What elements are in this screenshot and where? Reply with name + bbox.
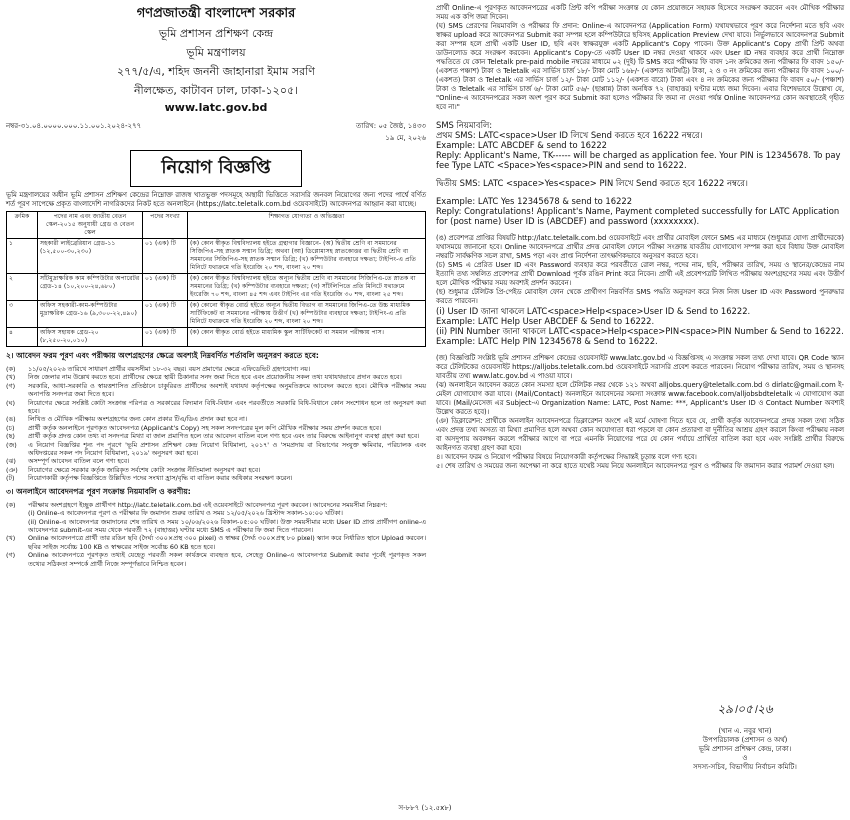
cell-serial: ১ <box>7 239 38 274</box>
signatory-and: ও <box>742 754 748 762</box>
list-item <box>6 382 426 399</box>
item-marker: (জ) <box>6 440 17 449</box>
footer <box>6 802 844 814</box>
cell-qualification: (ক) কোনো স্বীকৃত বোর্ড হইতে অন্যূন দ্বিতীয় বিভাগ বা সমমানের জিপিএ-তে উচ্চ মাধ্যমিক সার্টিফিকেট বা সমমানের পরীক্ষায় উত্তীর্ণ (খ) কম্পিউটার ব্যবহারে দক্ষতা; টাইপিং-এ প্রতি মিনিটে যথাক্রমে গতি ইংরেজি ২০ শব্দ, বাংলা ২০ শব্দ। <box>188 301 426 328</box>
list-item <box>6 534 426 551</box>
item-marker: (ঘ) <box>6 398 15 407</box>
ministry-name: ভূমি মন্ত্রণালয় <box>186 46 246 59</box>
memo-number: নম্বর-৩১.০৪.০০০০.০০০.১১.০০১.২০২৪-২৭৭ <box>6 122 142 130</box>
table-row <box>7 301 426 328</box>
list-item <box>6 509 426 517</box>
recovery-userid-example: Example: LATC Help User ABCDEF & Send to 16222. <box>436 316 655 326</box>
print-code: স-৮৮৭ (১২.৫x৮) <box>398 804 452 812</box>
table-header-row <box>7 212 426 239</box>
signatory-office: ভূমি প্রশাসন প্রশিক্ষণ কেন্দ্র, ঢাকা। <box>698 745 792 753</box>
office-name: ভূমি প্রশাসন প্রশিক্ষণ কেন্দ্র <box>158 27 274 40</box>
item-text: প্রার্থী কর্তৃক অনলাইনে পূরণকৃত আবেদনপত্র (Applicant's Copy) সহ সকল সনদপত্রের মূল কপি মৌখিক পরীক্ষার সময় প্রদর্শন করতে হবে। <box>28 423 382 432</box>
cell-serial: ৪ <box>7 328 38 347</box>
item-marker: (ক) <box>6 500 16 509</box>
item-text: এ নিয়োগ বিজ্ঞপ্তির শূন্য পদ পূরণে 'ভূমি প্রশাসন প্রশিক্ষণ কেন্দ্র নিয়োগ বিধিমালা, ২০১৭' ও 'সমপ্রদায় বা বিভাগের সংযুক্ত ক্ষমিবার, পরিচালক এবং অধিদপ্তরের সকল পদ নিয়োগ বিধিমালা, ২০১৯' অনুসরণ করা হবে। <box>28 440 426 458</box>
list-item <box>6 518 426 535</box>
item-text: অসম্পূর্ণ আবেদন বাতিল বলে গণ্য হবে। <box>28 457 130 466</box>
date-bangla: ০৫ জৈষ্ঠ, ১৪৩৩ <box>378 122 426 130</box>
table-row <box>7 239 426 274</box>
authority-decision: ৪। আবেদন ফরম ও নিয়োগ পরীক্ষার বিষয়ে নিয়োগকারী কর্তৃপক্ষের সিদ্ধান্তই চূড়ান্ত বলে গণ্য হবে। <box>436 453 697 461</box>
cell-qualification: (ক) কোন স্বীকৃত বোর্ড হইতে মাধ্যমিক স্কুল সার্টিফিকেট বা সমমান পরীক্ষায় পাস। <box>188 328 426 347</box>
item-marker: (ট) <box>6 474 15 483</box>
item-text: Online আবেদনপত্রে প্রার্থী তার রঙিন ছবি (দৈর্ঘ্য ৩০০×প্রস্থ ৩০০ pixel) ও স্বাক্ষর (দৈর্ঘ্য ৩০০×প্রস্থ ৮০ pixel) স্ক্যান করে নির্ধারিত স্থানে Upload করবেন। ছবির সাইজ সর্বোচ্চ 100 KB ও স্বাক্ষরের সাইজ সর্বোচ্চ 60 KB হতে হবে। <box>28 534 426 551</box>
right-column <box>436 4 844 471</box>
cell-post: অফিস সহায়ক গ্রেড-২০ (৮,২৫০-২০,০১০) <box>38 328 143 347</box>
sms-fee-instructions: (ঘ) SMS প্রেরণের নিয়মাবলি ও পরীক্ষার ফি প্রদান: Online-এ আবেদনপত্র (Application Form) যথাযথভাবে পূরণ করে নির্দেশনা মতে ছবি এবং স্বাক্ষর upload করে আবেদনপত্র Submit করা সম্পন্ন হলে কম্পিউটারে ছবিসহ Application Preview দেখা যাবে। নির্ভুলভাবে আবেদনপত্র Submit করা সম্পন্ন হলে প্রার্থী একটি User ID, ছবি এবং স্বাক্ষরযুক্ত একটি Applicant's Copy পাবেন। উক্ত Applicant's Copy প্রার্থী প্রিন্ট অথবা ডাউনলোড করে সংরক্ষণ করবেন। Applicant's Copy-তে একটি User ID নম্বর দেওয়া থাকবে এবং User ID নম্বর ব্যবহার করে প্রার্থী নিম্নোক্ত পদ্ধতিতে যে কোন Teletalk pre-paid mobile নম্বরের মাধ্যমে ০২ (দুই) টি SMS করে পরীক্ষার ফি বাবদ ১নং ক্রমিকের জন্য পরীক্ষার ফি বাবদ ১৫০/- (একশত পঞ্চাশ) টাকা ও Teletalk এর সার্ভিস চার্জ ১৮/- টাকা মোট ১৬৮/- (একশত আটষট্টি) টাকা, ২ ও ৩ নং ক্রমিকের জন্য পরীক্ষার ফি বাবদ ১০০/- (একশত) টাকা ও Teletalk এর সার্ভিস চার্জ ১২/- টাকা মোট ১১২/- (একশত বারো) টাকা এবং ৪ নং ক্রমিকের জন্য পরীক্ষার ফি বাবদ ৫০/- (পঞ্চাশ) টাকা ও Teletalk এর সার্ভিস চার্জ ৬/- টাকা মোট ৫৬/- (ছাপ্পান্ন) টাকা অনধিক ৭২ (বাহাত্তর) ঘণ্টার মধ্যে জমা দিবেন। এবার বিশেষভাবে উল্লেখ্য যে, "Online-এ আবেদনপত্রের সকল অংশ পূরণ করে Submit করা হলেও পরীক্ষার ফি জমা না দেওয়া পর্যন্ত Online আবেদনপত্র কোন অবস্থাতেই গৃহীত হবে না।" <box>436 22 844 111</box>
list-item <box>6 457 426 465</box>
address-line-1: ২৭৭/৫/এ, শহিদ জননী জাহানারা ইমাম সরণি <box>117 65 315 78</box>
download-admit-card: (চ) SMS এ প্রেরিত User ID এবং Password ব্যবহার করে পরবর্তীতে রোল নম্বর, পদের নাম, ছবি, পরীক্ষার তারিখ, সময় ও স্থানের/কেন্দ্রের নাম ইত্যাদি তথ্য সম্বলিত প্রবেশপত্র প্রার্থী Download পূর্বক রঙিন Print করে নিবেন। প্রার্থী এই প্রবেশপত্রটি লিখিত পরীক্ষায় অংশগ্রহণের সময় এবং উত্তীর্ণ হলে মৌখিক পরীক্ষার সময় অবশ্যই প্রদর্শন করবেন। <box>436 261 844 287</box>
cell-count: ০১ (এক) টি <box>143 328 188 347</box>
item-text: ১১/০৫/২০২৬ তারিখে সাধারণ প্রার্থীর বয়সসীমা ১৮-৩২ বছর। বয়স প্রমাণের ক্ষেত্রে এফিডেভিট গ্রহণযোগ্য নয়। <box>28 365 311 373</box>
item-marker: (গ) <box>6 551 16 560</box>
gov-title: গণপ্রজাতন্ত্রী বাংলাদেশ সরকার <box>136 6 296 21</box>
left-column <box>6 4 426 568</box>
contact-info: (ঝ) অনলাইনে আবেদন করতে কোন সমস্যা হলে টেলিটক নম্বর থেকে ১২১ অথবা alljobs.query@teletalk.com.bd ও dirlatc@gmail.com ই-মেইল যোগাযোগ করা যাবে। (Mail/Contact) অনলাইনে আবেদনের সমস্যা সংক্রান্ত www.facebook.com/alljobsbdteletalk এ যোগাযোগ করা যাবে। (Mail/মেসেজ এর Subject-এ Organization Name: LATC, Post Name: ***, Applicant's User ID ও Contact Number অবশ্যই উল্লেখ করতে হবে)। <box>436 381 844 416</box>
notice-title: নিয়োগ বিজ্ঞপ্তি <box>130 150 302 187</box>
cell-count: ০১ (এক) টি <box>143 274 188 301</box>
th-post: পদের নাম এবং জাতীয় বেতন স্কেল-২০১৫ অনুযায়ী গ্রেড ও বেতন স্কেল <box>38 212 143 239</box>
item-marker: (ক) <box>6 365 16 373</box>
item-marker: (খ) <box>6 534 16 543</box>
section-2-list <box>6 365 426 483</box>
cell-count: ০১ (এক) টি <box>143 301 188 328</box>
cell-post: সহকারী লাইব্রেরিয়ান গ্রেড-১১ (১২,৫০০-৩০,২৩০) <box>38 239 143 274</box>
apply-early-advice: ৫। শেষ তারিখ ও সময়ের জন্য অপেক্ষা না করে হাতে যথেষ্ট সময় নিয়ে অনলাইনে আবেদনপত্র পূরণ ও পরীক্ষার ফি জমাদান করার পরামর্শ দেওয়া হল। <box>436 462 835 470</box>
memo-meta <box>6 120 426 144</box>
second-sms-reply: Reply: Congratulations! Applicant's Name, Payment completed successfully for LATC Application for (post name) User ID is (ABCDEF) and password (xxxxxxxx). <box>436 206 840 226</box>
section-2-heading: ২। আবেদন ফরম পূরণ এবং পরীক্ষায় অংশগ্রহণের ক্ষেত্রে অবশ্যই নিম্নবর্ণিত শর্তাবলি অনুসরণ করতে হবে: <box>6 351 319 360</box>
section-3-list <box>6 501 426 568</box>
item-marker <box>6 509 28 517</box>
signature: ২৯।০৫।২৬ <box>717 702 773 716</box>
item-marker: (গ) <box>6 381 16 390</box>
recovery-pin: (ii) PIN Number জানা থাকলে LATC<space>Help<space>PIN<space>PIN Number & Send to 16222. <box>436 326 844 336</box>
list-item <box>6 474 426 482</box>
item-text: নিজ জেলার নাম উল্লেখ করতে হবে। প্রার্থীদের ক্ষেত্রে স্থায়ী ঠিকানার সনদ জমা দিতে হবে এবং প্রয়োজনীয় সকল তথ্য যথাযথভাবে প্রদান করতে হবে। <box>28 373 402 382</box>
print-copy-note: প্রার্থী Online-এ পূরণকৃত আবেদনপত্রের একটি প্রিন্ট কপি পরীক্ষা সংক্রান্ত যে কোন প্রয়োজনে সহায়ক হিসেবে সংরক্ষণ করবেন এবং মৌখিক পরীক্ষার সময় এক কপি জমা দিবেন। <box>436 4 844 21</box>
second-sms-example: Example: LATC Yes 12345678 & send to 16222 <box>436 196 633 206</box>
list-item <box>6 501 426 509</box>
recovery-userid: (i) User ID জানা থাকলে LATC<space>Help<space>User ID & Send to 16222. <box>436 306 751 316</box>
sms-rules-label: SMS নিয়মাবলি: <box>436 120 493 130</box>
table-row <box>7 274 426 301</box>
cell-count: ০১ (এক) টি <box>143 239 188 274</box>
signatory-designation: উপপরিচালক (প্রশাসন ও অর্থ) <box>702 736 788 744</box>
item-text: প্রার্থী কর্তৃক প্রদত্ত কোন তথ্য বা সনদপত্র মিথ্যা বা জাল প্রমাণিত হলে তার আবেদন বাতিল বলে গণ্য হবে এবং তার বিরুদ্ধে আইনানুগ ব্যবস্থা গ্রহণ করা হবে। <box>28 432 420 441</box>
signatory-name: (খান এ. নবুর খান) <box>718 727 772 735</box>
list-item <box>6 424 426 432</box>
posts-table <box>6 211 426 347</box>
cell-post: অফিস সহকারী-কাম-কম্পিউটার মুদ্রাক্ষরিক গ্রেড-১৬ (৯,৩০০-২২,৪৯০) <box>38 301 143 328</box>
list-item <box>6 373 426 381</box>
section-3-heading: ৩। অনলাইনে আবেদনপত্র পূরণ সংক্রান্ত নিয়মাবলি ও করণীয়: <box>6 486 191 496</box>
item-marker: (চ) <box>6 423 15 432</box>
item-marker: (ছ) <box>6 432 15 441</box>
signature-block <box>660 702 830 772</box>
date-english: ১৯ মে, ২০২৬ <box>385 134 426 142</box>
item-text: (i) Online-এ আবেদনপত্র পূরণ ও পরীক্ষার ফি জমাদান শুরুর তারিখ ও সময় ১২/০৫/২০২৬ খ্রিস্টাব্দ সকাল-১০:০০ ঘটিকা। <box>28 509 343 518</box>
first-sms-rule: প্রথম SMS: LATC<space>User ID লিখে Send করতে হবে 16222 নম্বরে। <box>436 130 703 140</box>
item-marker: (ঙ) <box>6 415 16 424</box>
website-info: (জ) বিজ্ঞপ্তিটি সংশ্লিষ্ট ভূমি প্রশাসন প্রশিক্ষণ কেন্দ্রের ওয়েবসাইট www.latc.gov.bd এ বিজ্ঞপ্তিসহ এ সংক্রান্ত সকল তথ্য দেখা যাবে। QR Code স্ক্যান করে টেলিটকের ওয়েবসাইট https://alljobs.teletalk.com.bd ওয়েবসাইটে সরাসরি প্রবেশ করতে পারবেন। নিয়োগ পরীক্ষার তারিখ, সময় ও স্থানসহ যাবতীয় তথ্য www.latc.gov.bd এ পাওয়া যাবে। <box>436 354 844 380</box>
item-text: Online আবেদনপত্রে পূরণকৃত তথ্যই যেহেতু পরবর্তী সকল কার্যক্রমে ব্যবহৃত হবে, সেহেতু Online-এ আবেদনপত্র Submit করার পূর্বেই পূরণকৃত সকল তথ্যের সঠিকতা সম্পর্কে প্রার্থী নিজে সম্পূর্ণভাবে নিশ্চিত হবেন। <box>28 551 426 568</box>
list-item <box>6 466 426 474</box>
list-item <box>6 365 426 373</box>
declaration: (ঞ) ডিক্লারেশন: প্রার্থীকে অনলাইন আবেদনপত্রে ডিক্লারেশন অংশে এই মর্মে ঘোষণা দিতে হবে যে, প্রার্থী কর্তৃক আবেদনপত্রে প্রদত্ত সকল তথ্য সঠিক এবং প্রদত্ত তথ্য অসত্য বা মিথ্যা প্রমাণিত হলে অথবা কোন অযোগ্যতা ধরা পড়লে বা কোন প্রতারণা বা দুর্নীতির আশ্রয় গ্রহণ করলে কিংবা পরীক্ষায় নকল বা অসদুপায় অবলম্বন করলে পরীক্ষার আগে বা পরে এমনকি নিয়োগের পরে যে কোন পর্যায়ে প্রার্থিতা বাতিল করা হবে এবং সংশ্লিষ্ট প্রার্থীর বিরুদ্ধে আইনগত ব্যবস্থা গ্রহণ করা হবে। <box>436 417 844 452</box>
signatory-role: সদস্য-সচিব, বিভাগীয় নির্বাচন কমিটি। <box>693 763 797 771</box>
item-text: পরীক্ষায় অংশগ্রহণে ইচ্ছুক প্রার্থীগণ http://latc.teletalk.com.bd এই ওয়েবসাইটে আবেদনপত্র পূরণ করবেন। আবেদনের সময়সীমা নিম্নরূপ: <box>28 500 388 509</box>
item-marker <box>6 518 28 535</box>
item-marker: (ঞ) <box>6 465 18 474</box>
list-item <box>6 441 426 458</box>
list-item <box>6 551 426 568</box>
item-marker: (ঝ) <box>6 457 16 466</box>
address-line-2: নীলক্ষেত, কাটাবন ঢাল, ঢাকা-১২০৫। <box>133 84 299 97</box>
recovery-pin-example: Example: LATC Help PIN 12345678 & Send to 16222. <box>436 336 658 346</box>
list-item <box>6 415 426 423</box>
item-text: নিয়োগকারী কর্তৃপক্ষ বিজ্ঞপ্তিতে উল্লিখিত পদের সংখ্যা হ্রাস/বৃদ্ধি বা বাতিল করার অধিকার সংরক্ষণ করেন। <box>28 474 293 483</box>
item-text: (ii) Online-এ আবেদনপত্র জমাদানের শেষ তারিখ ও সময় ১০/০৬/২০২৬ বিকাল-০৫:০০ ঘটিকা। উক্ত সময়সীমার মধ্যে User ID প্রাপ্ত প্রার্থীগণ online-এ আবেদনপত্র submit-এর সময় থেকে পরবর্তী ৭২ (বাহাত্তর) ঘণ্টার মধ্যে SMS এ পরীক্ষার ফি জমা দিতে পারবেন। <box>28 517 426 534</box>
first-sms-reply: Reply: Applicant's Name, TK------ will be charged as application fee. Your PIN is 12345678. To pay fee Type LATC <Space>Yes<space>PIN and send to 16222. <box>436 150 841 170</box>
item-text: সরকারি, আধা-সরকারি ও স্বায়ত্তশাসিত প্রতিষ্ঠানে চাকুরিরত প্রার্থীদের অবশ্যই যথাযথ কর্তৃপক্ষের অনুমতিক্রমে আবেদন করতে হবে। মৌখিক পরীক্ষার সময় অনাপত্তি সনদপত্র জমা দিতে হবে। <box>28 381 426 399</box>
item-text: নিয়োগের ক্ষেত্রে সরকার কর্তৃক জারিকৃত সর্বশেষ কোটা সংক্রান্ত নীতিমালা অনুসরণ করা হবে। <box>28 465 261 474</box>
website-link[interactable]: www.latc.gov.bd <box>164 101 268 114</box>
item-text: নিয়োগের ক্ষেত্রে সংশ্লিষ্ট কোটা সংক্রান্ত পরিপত্র ও সরকারের বিদ্যমান বিধি-বিধান এবং পরবর্তীতে সরকারি বিধি-বিধানে কোন সংশোধন হলে তা অনুসরণ করা হবে। <box>28 398 426 416</box>
cell-serial: ২ <box>7 274 38 301</box>
item-text: লিখিত ও মৌখিক পরীক্ষায় অংশগ্রহণের জন্য কোন প্রকার টিএ/ডিএ প্রদান করা হবে না। <box>28 415 248 424</box>
th-serial: ক্রমিক <box>7 212 38 239</box>
intro-paragraph: ভূমি মন্ত্রণালয়ের অধীন ভূমি প্রশাসন প্রশিক্ষণ কেন্দ্রের নিম্নোক্ত রাজস্ব খাতভুক্ত পদসমূহে অস্থায়ী ভিত্তিতে সরাসরি জনবল নিয়োগের জন্য পদের পার্শ্বে বর্ণিত শর্ত পূরণ সাপেক্ষে প্রকৃত বাংলাদেশি নাগরিকদের নিকট হতে অনলাইনে (https://latc.teletalk.com.bd ওয়েবসাইটে) আবেদনপত্র আহ্বান করা যাচ্ছে। <box>6 191 426 208</box>
cell-qualification: (ক) কোন স্বীকৃত বিশ্ববিদ্যালয় হইতে অন্যূন দ্বিতীয় শ্রেণি বা সমমানের সিজিপিএ-তে স্নাতক বা সমমানের ডিগ্রি; (খ) কম্পিউটার ব্যবহারে দক্ষতা; (গ) সাঁটলিপিতে প্রতি মিনিটে যথাক্রমে ইংরেজি ৭০ শব্দ, বাংলা ৪৫ শব্দ এবং টাইপিং এর গতি ইংরেজি ৩০ শব্দ, বাংলা ২৫ শব্দ। <box>188 274 426 301</box>
cell-qualification: (ক) কোন স্বীকৃত বিশ্ববিদ্যালয় হইতে গ্রন্থাগার বিজ্ঞানে- (অ) দ্বিতীয় শ্রেণি বা সমমানের সিজিপিএ-সহ স্নাতক সম্মান ডিগ্রি; অথবা (আ) ডিপ্লোমাসহ স্নাতকোত্তর বা দ্বিতীয় শ্রেণি বা সমমানের সিজিপিএ-সহ স্নাতক সম্মান ডিগ্রি; (খ) কম্পিউটার ব্যবহারে দক্ষতা; টাইপিং-এ প্রতি মিনিটে যথাক্রমে গতি ইংরেজি ২০ শব্দ, বাংলা ২০ শব্দ। <box>188 239 426 274</box>
th-count: পদের সংখ্যা <box>143 212 188 239</box>
first-sms-example: Example: LATC ABCDEF & send to 16222 <box>436 140 607 150</box>
admit-card-notice: (ঙ) প্রবেশপত্র প্রাপ্তির বিষয়টি http://latc.teletalk.com.bd ওয়েবসাইটে এবং প্রার্থীর মোবাইল ফোনে SMS এর মাধ্যমে (শুধুমাত্র যোগ্য প্রার্থীদেরকে) যথাসময়ে জানানো হবে। Online আবেদনপত্রে প্রার্থীর প্রদত্ত মোবাইল ফোনে পরীক্ষা সংক্রান্ত যাবতীয় যোগাযোগ সম্পন্ন করা হবে বিধায় উক্ত মোবাইল নম্বরটি সার্বক্ষণিক সচল রাখা, SMS পড়া এবং প্রাপ্ত নির্দেশনা তাৎক্ষণিকভাবে অনুসরণ করতে হবে। <box>436 234 844 260</box>
second-sms-rule: দ্বিতীয় SMS: LATC <space>Yes<space> PIN লিখে Send করতে হবে 16222 নম্বরে। <box>436 178 748 188</box>
list-item <box>6 399 426 416</box>
date-label: তারিখ: <box>356 122 377 130</box>
memo-date <box>356 120 426 144</box>
th-qualification: শিক্ষাগত যোগ্যতা ও অভিজ্ঞতা <box>188 212 426 239</box>
cell-post: সাঁটমুদ্রাক্ষরিক কাম কম্পিউটার অপারেটর গ্রেড-১৪ (১০,২০০-২৪,৬৮০) <box>38 274 143 301</box>
list-item <box>6 432 426 440</box>
letterhead <box>6 4 426 114</box>
password-recovery: (ছ) শুধুমাত্র টেলিটক প্রি-পেইড মোবাইল ফোন থেকে প্রার্থীগণ নিম্নবর্ণিত SMS পদ্ধতি অনুসরণ করে নিজ নিজ User ID এবং Password পুনরুদ্ধার করতে পারবেন। <box>436 288 844 305</box>
table-row <box>7 328 426 347</box>
item-marker: (খ) <box>6 373 16 382</box>
cell-serial: ৩ <box>7 301 38 328</box>
